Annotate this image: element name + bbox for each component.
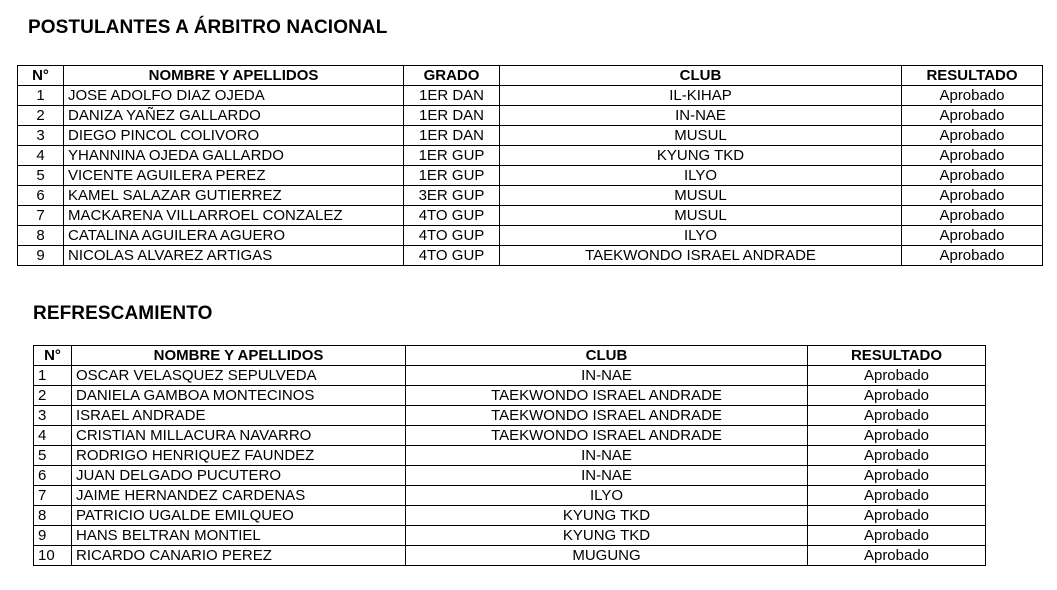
cell-club: IN-NAE — [406, 446, 808, 466]
cell-name: RODRIGO HENRIQUEZ FAUNDEZ — [72, 446, 406, 466]
cell-name: CRISTIAN MILLACURA NAVARRO — [72, 426, 406, 446]
cell-grade: 1ER DAN — [404, 86, 500, 106]
table-row — [18, 86, 1043, 106]
cell-number: 2 — [34, 386, 72, 406]
cell-number: 10 — [34, 546, 72, 566]
cell-name: KAMEL SALAZAR GUTIERREZ — [64, 186, 404, 206]
header-club: CLUB — [406, 346, 808, 366]
cell-number: 8 — [18, 226, 64, 246]
cell-result: Aprobado — [902, 166, 1043, 186]
cell-grade: 4TO GUP — [404, 246, 500, 266]
cell-number: 5 — [34, 446, 72, 466]
table-row — [18, 246, 1043, 266]
table-row — [34, 486, 986, 506]
cell-club: ILYO — [406, 486, 808, 506]
cell-number: 7 — [34, 486, 72, 506]
cell-club: TAEKWONDO ISRAEL ANDRADE — [406, 406, 808, 426]
cell-result: Aprobado — [902, 206, 1043, 226]
cell-name: ISRAEL ANDRADE — [72, 406, 406, 426]
cell-number: 3 — [34, 406, 72, 426]
header-number: N° — [34, 346, 72, 366]
cell-result: Aprobado — [808, 466, 986, 486]
cell-result: Aprobado — [808, 386, 986, 406]
table-row — [18, 186, 1043, 206]
cell-result: Aprobado — [808, 486, 986, 506]
cell-name: VICENTE AGUILERA PEREZ — [64, 166, 404, 186]
cell-number: 1 — [18, 86, 64, 106]
cell-result: Aprobado — [808, 366, 986, 386]
cell-club: TAEKWONDO ISRAEL ANDRADE — [406, 426, 808, 446]
cell-club: MUSUL — [500, 186, 902, 206]
table-row — [18, 146, 1043, 166]
cell-result: Aprobado — [902, 226, 1043, 246]
cell-club: IN-NAE — [500, 106, 902, 126]
cell-number: 2 — [18, 106, 64, 126]
table-row — [34, 406, 986, 426]
table-refrescamiento — [33, 345, 986, 566]
cell-name: JOSE ADOLFO DIAZ OJEDA — [64, 86, 404, 106]
table-row — [34, 506, 986, 526]
cell-club: MUGUNG — [406, 546, 808, 566]
header-name: NOMBRE Y APELLIDOS — [64, 66, 404, 86]
table-header-row — [34, 346, 986, 366]
cell-number: 5 — [18, 166, 64, 186]
cell-number: 7 — [18, 206, 64, 226]
cell-result: Aprobado — [902, 86, 1043, 106]
table-row — [34, 546, 986, 566]
header-result: RESULTADO — [808, 346, 986, 366]
cell-result: Aprobado — [808, 446, 986, 466]
cell-club: ILYO — [500, 166, 902, 186]
cell-name: YHANNINA OJEDA GALLARDO — [64, 146, 404, 166]
header-name: NOMBRE Y APELLIDOS — [72, 346, 406, 366]
cell-name: RICARDO CANARIO PEREZ — [72, 546, 406, 566]
cell-result: Aprobado — [902, 126, 1043, 146]
table-row — [34, 426, 986, 446]
cell-number: 4 — [34, 426, 72, 446]
cell-number: 9 — [18, 246, 64, 266]
table-postulantes — [17, 65, 1043, 266]
header-number: N° — [18, 66, 64, 86]
cell-club: KYUNG TKD — [406, 526, 808, 546]
cell-club: IN-NAE — [406, 366, 808, 386]
table-row — [34, 386, 986, 406]
cell-result: Aprobado — [808, 506, 986, 526]
cell-result: Aprobado — [808, 546, 986, 566]
table-header-row — [18, 66, 1043, 86]
section-title-postulantes: POSTULANTES A ÁRBITRO NACIONAL — [28, 17, 388, 38]
cell-result: Aprobado — [902, 246, 1043, 266]
cell-number: 6 — [34, 466, 72, 486]
cell-club: KYUNG TKD — [500, 146, 902, 166]
cell-name: JUAN DELGADO PUCUTERO — [72, 466, 406, 486]
cell-name: DANIZA YAÑEZ GALLARDO — [64, 106, 404, 126]
cell-name: NICOLAS ALVAREZ ARTIGAS — [64, 246, 404, 266]
cell-number: 1 — [34, 366, 72, 386]
cell-name: OSCAR VELASQUEZ SEPULVEDA — [72, 366, 406, 386]
cell-club: MUSUL — [500, 206, 902, 226]
cell-result: Aprobado — [902, 106, 1043, 126]
cell-club: IN-NAE — [406, 466, 808, 486]
cell-name: JAIME HERNANDEZ CARDENAS — [72, 486, 406, 506]
table-row — [18, 166, 1043, 186]
cell-result: Aprobado — [902, 146, 1043, 166]
cell-number: 3 — [18, 126, 64, 146]
table-row — [18, 106, 1043, 126]
cell-club: TAEKWONDO ISRAEL ANDRADE — [406, 386, 808, 406]
cell-grade: 4TO GUP — [404, 206, 500, 226]
section-title-refrescamiento: REFRESCAMIENTO — [33, 303, 213, 324]
table-row — [34, 366, 986, 386]
table-row — [18, 206, 1043, 226]
cell-grade: 1ER GUP — [404, 146, 500, 166]
cell-number: 6 — [18, 186, 64, 206]
cell-club: TAEKWONDO ISRAEL ANDRADE — [500, 246, 902, 266]
cell-club: KYUNG TKD — [406, 506, 808, 526]
cell-number: 4 — [18, 146, 64, 166]
cell-name: DIEGO PINCOL COLIVORO — [64, 126, 404, 146]
cell-grade: 1ER GUP — [404, 166, 500, 186]
cell-grade: 3ER GUP — [404, 186, 500, 206]
header-grade: GRADO — [404, 66, 500, 86]
cell-result: Aprobado — [902, 186, 1043, 206]
cell-result: Aprobado — [808, 406, 986, 426]
cell-club: IL-KIHAP — [500, 86, 902, 106]
table-row — [18, 126, 1043, 146]
cell-grade: 1ER DAN — [404, 126, 500, 146]
table-row — [34, 526, 986, 546]
cell-club: MUSUL — [500, 126, 902, 146]
cell-grade: 1ER DAN — [404, 106, 500, 126]
table-row — [34, 466, 986, 486]
header-result: RESULTADO — [902, 66, 1043, 86]
table-row — [18, 226, 1043, 246]
cell-name: DANIELA GAMBOA MONTECINOS — [72, 386, 406, 406]
cell-number: 8 — [34, 506, 72, 526]
table-row — [34, 446, 986, 466]
cell-number: 9 — [34, 526, 72, 546]
cell-result: Aprobado — [808, 426, 986, 446]
cell-club: ILYO — [500, 226, 902, 246]
cell-grade: 4TO GUP — [404, 226, 500, 246]
cell-result: Aprobado — [808, 526, 986, 546]
cell-name: MACKARENA VILLARROEL CONZALEZ — [64, 206, 404, 226]
cell-name: CATALINA AGUILERA AGUERO — [64, 226, 404, 246]
header-club: CLUB — [500, 66, 902, 86]
cell-name: PATRICIO UGALDE EMILQUEO — [72, 506, 406, 526]
cell-name: HANS BELTRAN MONTIEL — [72, 526, 406, 546]
